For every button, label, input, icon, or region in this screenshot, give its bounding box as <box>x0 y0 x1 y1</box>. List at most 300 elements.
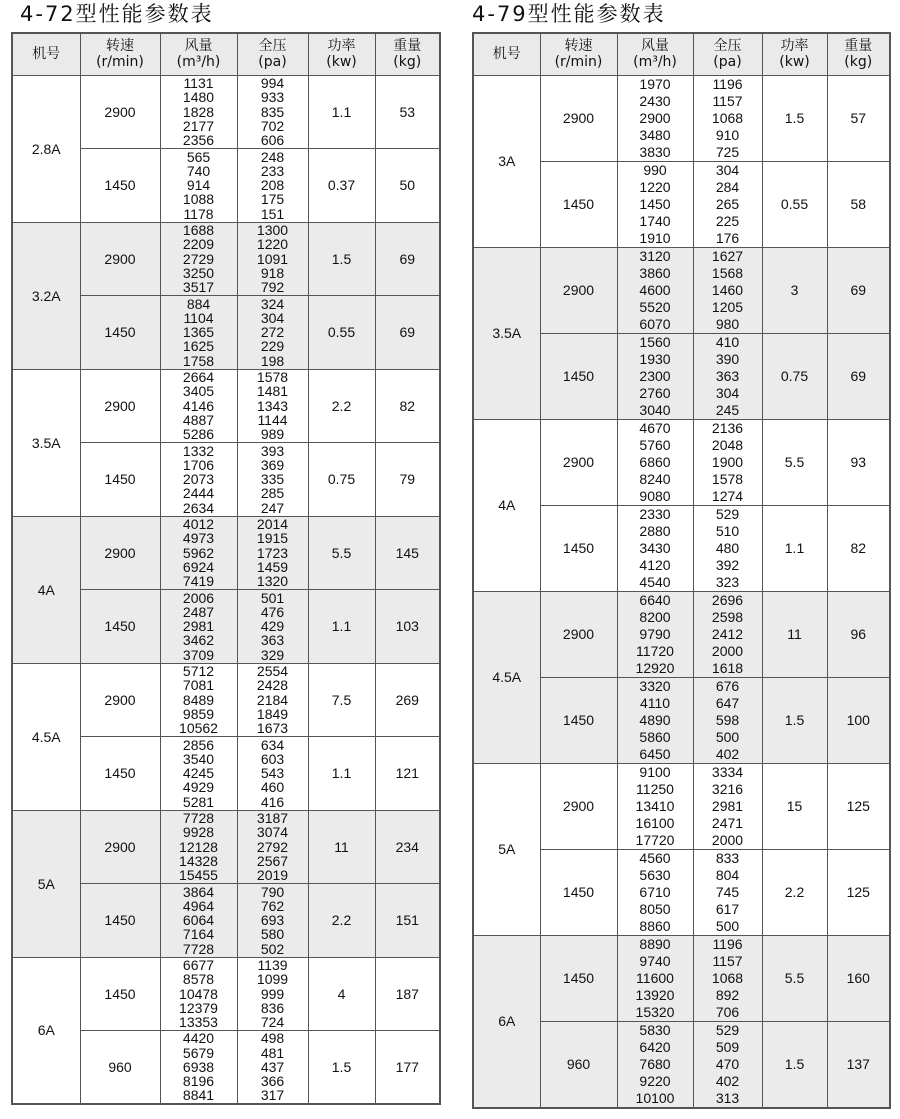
pressure-value: 529 <box>715 1021 740 1038</box>
header-unit: (r/min) <box>554 54 603 71</box>
pressure-values <box>238 370 308 441</box>
flow-value: 2729 <box>182 250 215 267</box>
pressure-values <box>238 223 308 294</box>
pressure-value: 580 <box>260 926 285 943</box>
pressure-value: 393 <box>260 442 285 459</box>
flow-value: 2073 <box>182 471 215 488</box>
pressure-value: 2554 <box>256 663 289 679</box>
pressure-cell <box>693 419 762 505</box>
header-label: 全压 <box>713 38 742 55</box>
model-cell: 4A <box>12 516 80 663</box>
flow-value: 11720 <box>636 642 674 659</box>
pressure-values <box>694 850 762 935</box>
pressure-value: 745 <box>715 883 740 900</box>
table-row <box>12 222 440 296</box>
pressure-values <box>694 1022 762 1107</box>
pressure-value: 2000 <box>711 642 744 659</box>
pressure-value: 1300 <box>256 222 289 238</box>
power-cell: 11 <box>308 810 375 884</box>
weight-cell: 58 <box>827 161 890 247</box>
flow-value: 5630 <box>639 866 671 883</box>
table-row <box>473 763 890 849</box>
flow-value: 1688 <box>182 222 215 238</box>
flow-value: 1104 <box>183 309 214 326</box>
weight-cell: 187 <box>375 957 440 1031</box>
pressure-value: 402 <box>715 1072 740 1089</box>
flow-cell <box>160 957 237 1031</box>
header-flow <box>617 33 693 75</box>
flow-value: 12128 <box>179 838 218 855</box>
flow-cell <box>160 369 237 443</box>
pressure-value: 2412 <box>711 625 744 642</box>
header-weight <box>827 33 890 75</box>
pressure-values <box>238 1031 308 1102</box>
pressure-value: 285 <box>260 485 285 502</box>
flow-value: 4110 <box>639 694 671 711</box>
flow-value: 8200 <box>639 608 671 625</box>
flow-value: 12920 <box>635 659 675 676</box>
flow-value: 1970 <box>639 75 671 92</box>
flow-value: 4120 <box>639 556 671 573</box>
flow-value: 2880 <box>639 522 671 539</box>
pressure-cell <box>693 247 762 333</box>
flow-value: 1450 <box>639 195 671 212</box>
flow-value: 3430 <box>639 539 671 556</box>
pressure-value: 509 <box>715 1038 740 1055</box>
table-title-4-72: 4-72型性能参数表 <box>20 2 214 26</box>
pressure-value: 989 <box>260 426 285 443</box>
flow-cell <box>617 591 693 677</box>
flow-value: 16100 <box>635 814 675 831</box>
speed-cell: 2900 <box>540 763 617 849</box>
header-weight <box>375 33 440 75</box>
speed-cell: 2900 <box>80 222 160 296</box>
power-cell: 15 <box>762 763 827 849</box>
model-cell: 2.8A <box>12 75 80 222</box>
speed-cell: 960 <box>540 1021 617 1108</box>
pressure-value: 272 <box>260 324 285 341</box>
pressure-value: 175 <box>260 191 285 208</box>
flow-value: 2177 <box>182 117 215 134</box>
speed-cell: 2900 <box>80 75 160 149</box>
pressure-value: 1157 <box>712 952 743 969</box>
weight-cell: 69 <box>375 222 440 296</box>
flow-value: 3517 <box>182 279 215 296</box>
pressure-value: 392 <box>715 556 740 573</box>
flow-values <box>618 850 693 935</box>
flow-value: 9928 <box>182 824 215 841</box>
power-cell: 0.55 <box>308 296 375 370</box>
power-cell: 1.1 <box>308 737 375 811</box>
speed-cell: 1450 <box>540 161 617 247</box>
speed-cell: 960 <box>80 1031 160 1105</box>
header-unit: (kg) <box>844 54 873 71</box>
flow-value: 5281 <box>182 793 215 810</box>
flow-value: 8050 <box>639 900 671 917</box>
weight-cell: 177 <box>375 1031 440 1105</box>
pressure-value: 676 <box>715 677 740 694</box>
pressure-value: 366 <box>260 1073 285 1090</box>
header-label: 重量 <box>393 38 422 55</box>
weight-cell: 57 <box>827 75 890 161</box>
flow-value: 9790 <box>639 625 671 642</box>
flow-values <box>161 591 237 662</box>
pressure-value: 500 <box>715 728 740 745</box>
pressure-cell <box>693 849 762 935</box>
speed-cell: 2900 <box>540 247 617 333</box>
pressure-value: 725 <box>715 143 740 160</box>
flow-value: 3120 <box>639 247 671 264</box>
flow-cell <box>160 149 237 223</box>
flow-value: 4890 <box>639 711 671 728</box>
speed-cell: 1450 <box>80 149 160 223</box>
power-cell: 0.75 <box>308 443 375 517</box>
model-cell: 5A <box>12 810 80 957</box>
pressure-value: 480 <box>715 539 740 556</box>
pressure-value: 634 <box>260 736 285 753</box>
pressure-cell <box>237 149 308 223</box>
pressure-value: 208 <box>260 177 285 194</box>
pressure-value: 2048 <box>711 436 744 453</box>
flow-value: 8578 <box>182 971 215 988</box>
pressure-values <box>238 444 308 515</box>
flow-value: 2664 <box>182 369 215 385</box>
flow-value: 4540 <box>639 573 671 590</box>
model-cell: 4.5A <box>12 663 80 810</box>
flow-value: 11250 <box>636 780 674 797</box>
flow-value: 6710 <box>639 883 671 900</box>
flow-values <box>161 811 237 882</box>
power-cell: 1.5 <box>762 75 827 161</box>
flow-value: 1178 <box>183 205 214 222</box>
flow-value: 9080 <box>639 487 671 504</box>
flow-value: 884 <box>186 295 211 312</box>
flow-value: 15320 <box>635 1003 675 1020</box>
pressure-cell <box>693 161 762 247</box>
header-label: 风量 <box>184 38 213 55</box>
pressure-value: 335 <box>260 471 285 488</box>
flow-value: 3540 <box>182 750 215 767</box>
pressure-value: 836 <box>260 999 285 1016</box>
power-cell: 1.1 <box>308 590 375 664</box>
flow-values <box>161 223 237 294</box>
power-cell: 7.5 <box>308 663 375 737</box>
header-speed <box>80 33 160 75</box>
pressure-values <box>238 76 308 147</box>
flow-value: 990 <box>643 161 667 178</box>
flow-values <box>618 76 693 161</box>
flow-value: 1758 <box>182 352 215 369</box>
pressure-value: 2598 <box>711 608 744 625</box>
flow-value: 1910 <box>639 229 671 246</box>
flow-value: 13353 <box>179 1014 218 1031</box>
pressure-cell <box>237 810 308 884</box>
table-row <box>473 75 890 161</box>
flow-value: 10478 <box>179 985 218 1002</box>
weight-cell: 82 <box>375 369 440 443</box>
pressure-cell <box>693 763 762 849</box>
flow-value: 6420 <box>639 1038 671 1055</box>
flow-cell <box>160 810 237 884</box>
pressure-value: 1205 <box>711 298 744 315</box>
flow-value: 1930 <box>639 350 671 367</box>
flow-value: 2006 <box>182 589 215 606</box>
flow-value: 7081 <box>182 677 215 694</box>
flow-cell <box>160 737 237 811</box>
flow-value: 8489 <box>182 691 215 708</box>
pressure-values <box>238 297 308 368</box>
weight-cell: 234 <box>375 810 440 884</box>
pressure-value: 1627 <box>711 247 744 264</box>
pressure-value: 390 <box>715 350 740 367</box>
pressure-value: 1459 <box>256 558 289 575</box>
model-cell: 3.5A <box>473 247 540 419</box>
flow-value: 740 <box>186 162 211 179</box>
flow-value: 1365 <box>182 324 215 341</box>
pressure-value: 980 <box>715 315 740 332</box>
pressure-value: 724 <box>260 1014 285 1031</box>
pressure-value: 999 <box>260 985 285 1002</box>
header-label: 功率 <box>327 38 356 55</box>
speed-cell: 2900 <box>80 663 160 737</box>
flow-cell <box>617 419 693 505</box>
pressure-cell <box>237 737 308 811</box>
flow-values <box>161 370 237 441</box>
flow-value: 12379 <box>179 999 218 1016</box>
pressure-values <box>238 150 308 221</box>
power-cell: 2.2 <box>308 369 375 443</box>
pressure-value: 1568 <box>711 264 744 281</box>
flow-value: 17720 <box>635 831 675 848</box>
flow-value: 8890 <box>639 935 671 952</box>
flow-value: 3320 <box>639 677 671 694</box>
pressure-value: 1460 <box>711 281 744 298</box>
flow-value: 4964 <box>182 897 215 914</box>
header-pressure <box>693 33 762 75</box>
flow-value: 8196 <box>182 1073 215 1090</box>
power-cell: 1.1 <box>762 505 827 591</box>
table-row <box>12 810 440 884</box>
power-cell: 0.37 <box>308 149 375 223</box>
pressure-cell <box>693 677 762 763</box>
pressure-value: 229 <box>260 338 285 355</box>
model-cell: 4.5A <box>473 591 540 763</box>
pressure-value: 317 <box>260 1087 285 1104</box>
flow-value: 1740 <box>639 212 671 229</box>
flow-value: 1088 <box>182 191 215 208</box>
header-unit: (r/min) <box>96 54 144 71</box>
flow-value: 2487 <box>182 603 215 620</box>
table-title-4-79: 4-79型性能参数表 <box>472 2 666 26</box>
power-cell: 5.5 <box>308 516 375 590</box>
flow-value: 2856 <box>182 736 215 753</box>
pressure-values <box>238 738 308 809</box>
flow-value: 9100 <box>639 763 671 780</box>
flow-value: 7728 <box>182 940 215 957</box>
pressure-cell <box>237 296 308 370</box>
pressure-value: 176 <box>715 229 740 246</box>
flow-value: 2760 <box>639 384 671 401</box>
header-row <box>12 33 440 75</box>
flow-value: 5962 <box>182 544 215 561</box>
flow-value: 15455 <box>179 867 218 884</box>
flow-value: 4560 <box>639 849 671 866</box>
pressure-value: 1618 <box>711 659 744 676</box>
flow-cell <box>160 296 237 370</box>
pressure-cell <box>693 75 762 161</box>
flow-cell <box>617 677 693 763</box>
weight-cell: 96 <box>827 591 890 677</box>
pressure-value: 2471 <box>711 814 744 831</box>
weight-cell: 125 <box>827 763 890 849</box>
flow-value: 6860 <box>639 453 671 470</box>
flow-value: 5679 <box>182 1044 215 1061</box>
pressure-values <box>694 936 762 1021</box>
flow-value: 2634 <box>182 499 215 516</box>
pressure-value: 248 <box>260 148 285 165</box>
flow-value: 1220 <box>639 178 671 195</box>
pressure-value: 2792 <box>256 838 289 855</box>
flow-value: 1480 <box>182 89 215 106</box>
power-cell: 1.1 <box>308 75 375 149</box>
pressure-value: 1343 <box>256 397 289 414</box>
pressure-value: 2696 <box>711 591 744 608</box>
power-cell: 11 <box>762 591 827 677</box>
flow-value: 2330 <box>639 505 671 522</box>
pressure-value: 702 <box>260 117 285 134</box>
flow-value: 3709 <box>182 646 215 663</box>
pressure-value: 265 <box>715 195 740 212</box>
speed-cell: 1450 <box>540 935 617 1021</box>
pressure-value: 304 <box>715 384 740 401</box>
pressure-value: 1068 <box>711 109 744 126</box>
pressure-value: 470 <box>715 1055 740 1072</box>
pressure-value: 529 <box>715 505 740 522</box>
flow-value: 2430 <box>639 92 671 109</box>
flow-value: 10100 <box>635 1089 675 1106</box>
flow-value: 9220 <box>639 1072 671 1089</box>
flow-cell <box>617 935 693 1021</box>
flow-value: 4887 <box>182 411 215 428</box>
weight-cell: 69 <box>375 296 440 370</box>
header-label: 风量 <box>641 38 669 55</box>
flow-value: 3860 <box>639 264 671 281</box>
flow-cell <box>617 333 693 419</box>
flow-cell <box>617 849 693 935</box>
flow-cell <box>160 443 237 517</box>
flow-values <box>161 1031 237 1102</box>
speed-cell: 2900 <box>540 419 617 505</box>
model-cell: 5A <box>473 763 540 935</box>
flow-value: 2900 <box>639 109 671 126</box>
weight-cell: 269 <box>375 663 440 737</box>
flow-value: 10562 <box>179 720 218 737</box>
pressure-values <box>694 76 762 161</box>
pressure-cell <box>693 591 762 677</box>
table-row <box>12 369 440 443</box>
weight-cell: 125 <box>827 849 890 935</box>
pressure-value: 2000 <box>711 831 744 848</box>
pressure-value: 498 <box>260 1030 285 1047</box>
pressure-values <box>238 811 308 882</box>
pressure-value: 3334 <box>711 763 744 780</box>
header-label: 机号 <box>32 46 61 63</box>
pressure-value: 284 <box>715 178 740 195</box>
header-unit: (m³/h) <box>176 54 221 71</box>
pressure-cell <box>693 505 762 591</box>
pressure-value: 1578 <box>256 369 289 385</box>
speed-cell: 2900 <box>80 369 160 443</box>
header-label: 机号 <box>492 46 521 63</box>
pressure-value: 762 <box>260 897 285 914</box>
weight-cell: 160 <box>827 935 890 1021</box>
table-row <box>473 591 890 677</box>
table-row <box>12 663 440 737</box>
pressure-value: 429 <box>260 618 285 635</box>
pressure-value: 1196 <box>712 75 743 92</box>
flow-value: 5760 <box>639 436 671 453</box>
flow-value: 565 <box>186 148 211 165</box>
pressure-value: 706 <box>715 1003 740 1020</box>
flow-value: 7164 <box>182 926 215 943</box>
pressure-value: 2567 <box>256 852 289 869</box>
pressure-cell <box>237 369 308 443</box>
model-cell: 3.5A <box>12 369 80 516</box>
pressure-value: 994 <box>260 75 285 91</box>
header-pressure <box>237 33 308 75</box>
pressure-value: 543 <box>260 765 285 782</box>
pressure-value: 606 <box>260 132 285 149</box>
flow-value: 5712 <box>182 663 215 679</box>
flow-values <box>161 297 237 368</box>
pressure-value: 1091 <box>256 250 289 267</box>
flow-value: 6938 <box>182 1058 215 1075</box>
flow-values <box>618 678 693 763</box>
flow-cell <box>160 663 237 737</box>
pressure-values <box>238 591 308 662</box>
flow-value: 9740 <box>639 952 671 969</box>
flow-value: 5286 <box>182 426 215 443</box>
power-cell: 1.5 <box>308 1031 375 1105</box>
pressure-value: 369 <box>260 456 285 473</box>
pressure-cell <box>693 333 762 419</box>
pressure-value: 835 <box>260 103 285 120</box>
pressure-value: 693 <box>260 912 285 929</box>
header-row <box>473 33 890 75</box>
flow-cell <box>160 884 237 958</box>
flow-value: 1625 <box>182 338 215 355</box>
flow-value: 4245 <box>182 765 215 782</box>
flow-value: 4146 <box>182 397 215 414</box>
pressure-cell <box>237 1031 308 1105</box>
flow-value: 11600 <box>636 969 674 986</box>
power-cell: 5.5 <box>762 935 827 1021</box>
header-speed <box>540 33 617 75</box>
pressure-value: 804 <box>715 866 740 883</box>
flow-value: 14328 <box>179 852 218 869</box>
pressure-value: 1900 <box>711 453 744 470</box>
pressure-cell <box>693 935 762 1021</box>
pressure-value: 198 <box>260 352 285 369</box>
flow-values <box>618 592 693 677</box>
pressure-value: 933 <box>260 89 285 106</box>
flow-value: 7419 <box>182 573 215 590</box>
pressure-value: 329 <box>260 646 285 663</box>
table-row <box>473 935 890 1021</box>
flow-value: 2444 <box>182 485 215 502</box>
speed-cell: 2900 <box>80 810 160 884</box>
pressure-value: 233 <box>260 162 285 179</box>
